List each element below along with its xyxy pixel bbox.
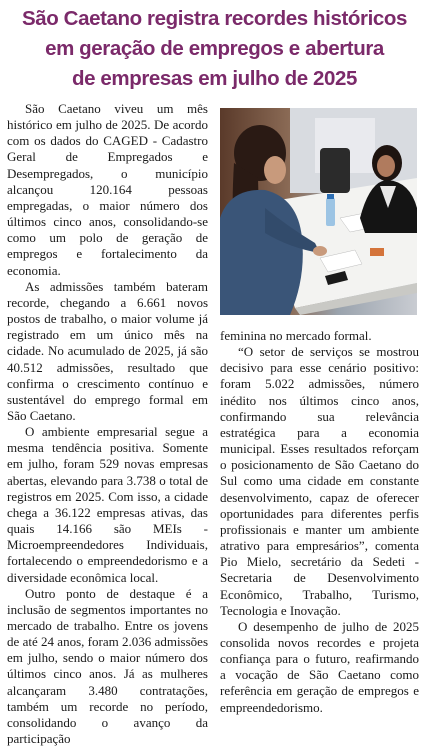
headline-line-1: São Caetano registra recordes históricos xyxy=(21,7,408,30)
paragraph-4: Outro ponto de destaque é a inclusão de segmentos importantes no mercado de trabalho. Entre os jovens de até 24 anos, foram 2.036 admissões em julho, sendo o maior número dos últimos cinco anos. Já as mulheres alcançaram 3.480 contratações, também um recorde no período, consolidando o avanço da participação xyxy=(7,585,208,747)
paragraph-3: O ambiente empresarial segue a mesma tendência positiva. Somente em julho, foram 529 novas empresas abertas, elevando para 3.738 o total de registros em 2025. Com isso, a cidade chega a 36.122 empresas ativas, das quais 14.166 são MEIs - Microempreendedores Individuais, fortalecendo o empreendedorismo e a diversidade econômica local. xyxy=(7,424,208,585)
headline-line-3: de empresas em julho de 2025 xyxy=(71,67,358,90)
paragraph-4-continuation: feminina no mercado formal. xyxy=(220,328,372,343)
paragraph-2: As admissões também bateram recorde, chegando a 6.661 novos postos de trabalho, o maior volume já registrado em um único mês na cidade. No acumulado de 2025, já são 40.512 admissões, resultado que confirma o crescimento contínuo e sustentável do emprego formal em São Caetano. xyxy=(7,278,208,423)
article-headline xyxy=(0,4,429,94)
office-meeting-photo xyxy=(220,108,417,315)
headline-line-2: em geração de empregos e abertura xyxy=(45,37,384,60)
paragraph-1: São Caetano viveu um mês histórico em julho de 2025. De acordo com os dados do CAGED - Cadastro Geral de Empregados e Desempregados, o município alcançou 120.164 pessoas empregadas, o maior número dos últimos cinco anos, consolidando-se como um polo de geração de empregos e fortalecimento da economia. xyxy=(7,101,208,278)
paragraph-6: O desempenho de julho de 2025 consolida novos recordes e projeta confiança para o futuro, reafirmando a vocação de São Caetano como referência em geração de empregos e empreendedorismo. xyxy=(220,618,419,715)
paragraph-5-quote: “O setor de serviços se mostrou decisivo para esse cenário positivo: foram 5.022 admissões, número inédito nos últimos cinco anos, confirmando sua relevância estratégica para a economia municipal. Esses resultados reforçam o posicionamento de São Caetano do Sul como uma cidade em constante desenvolvimento, capaz de oferecer oportunidades para diferentes perfis profissionais e manter um ambiente atrativo para empresários”, comenta Pio Mielo, secretário da Sedeti - Secretaria de Desenvolvimento Econômico, Trabalho, Turismo, Tecnologia e Inovação. xyxy=(220,344,419,618)
article-column-left xyxy=(7,101,208,747)
article-column-right xyxy=(220,328,419,716)
